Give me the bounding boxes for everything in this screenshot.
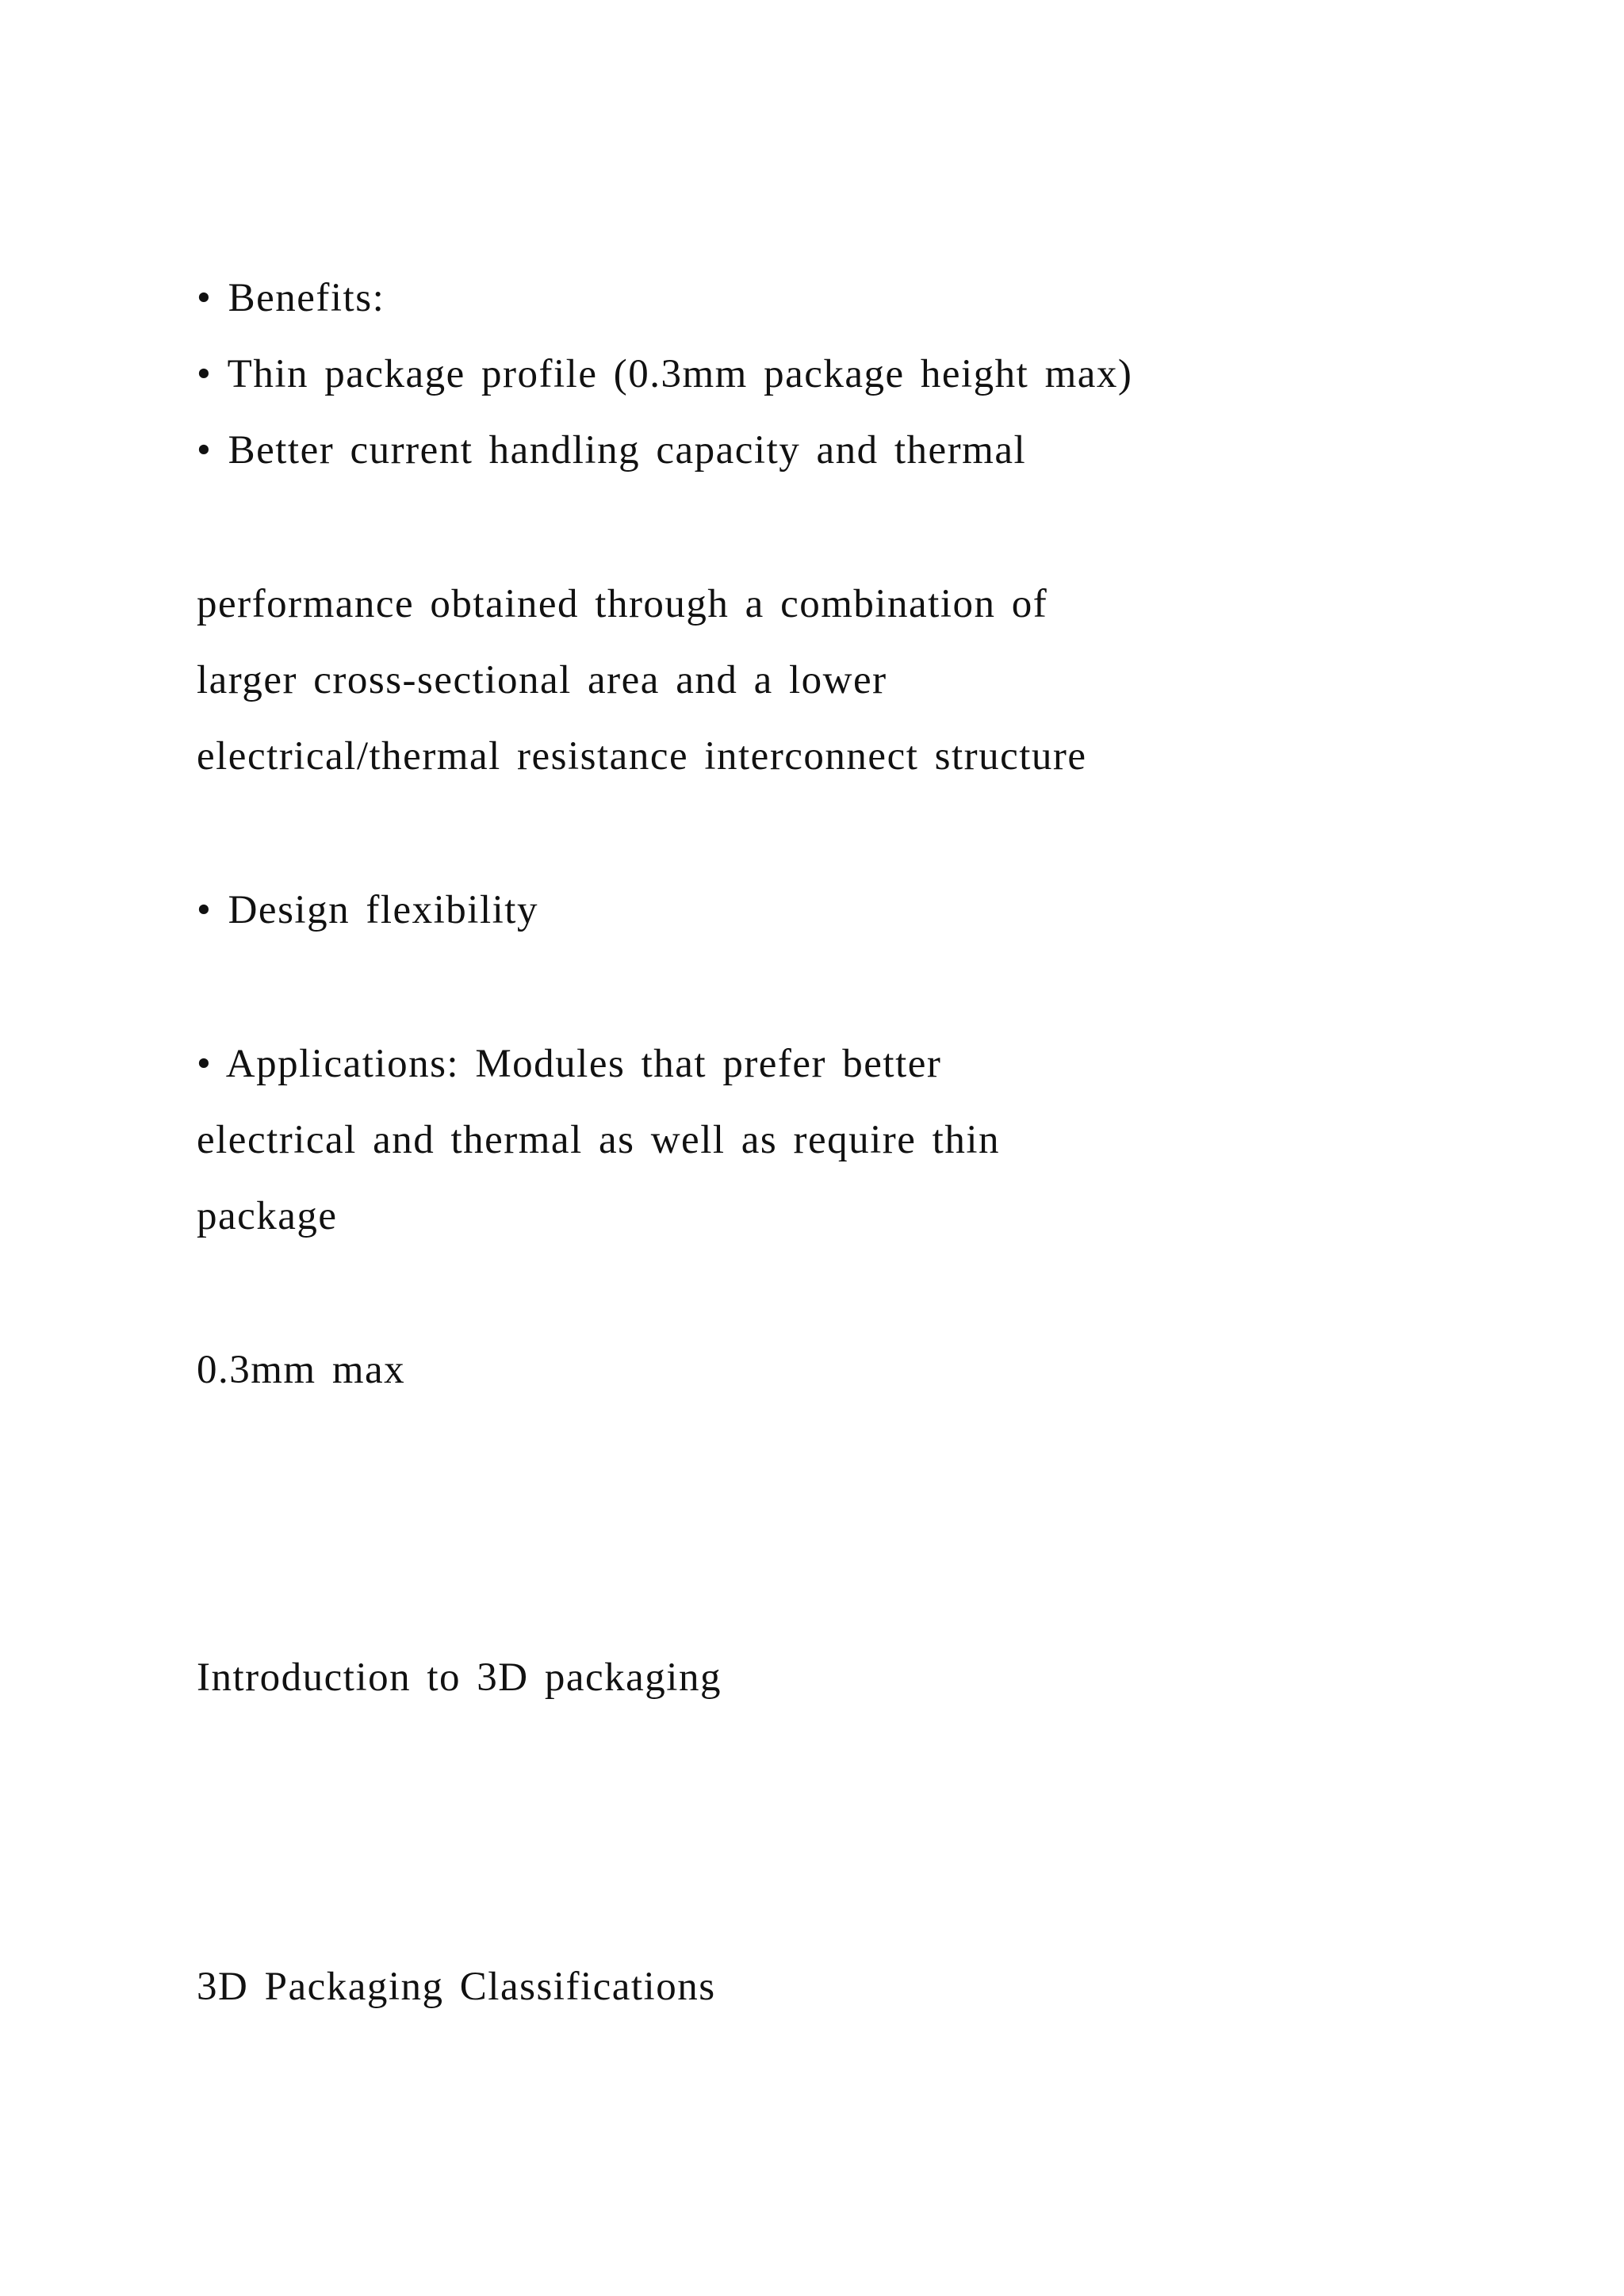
paragraph-line-2: larger cross-sectional area and a lower (197, 658, 887, 702)
bullet-current-handling: • Better current handling capacity and thermal (197, 428, 1027, 473)
applications-line-3: package (197, 1194, 338, 1238)
paragraph-line-1: performance obtained through a combination of (197, 582, 1048, 626)
bullet-benefits: • Benefits: (197, 276, 385, 320)
applications-line-1: • Applications: Modules that prefer better (197, 1042, 942, 1086)
paragraph-line-3: electrical/thermal resistance interconnect structure (197, 734, 1087, 779)
bullet-thin-package-profile: • Thin package profile (0.3mm package height max) (197, 352, 1133, 396)
applications-line-2: electrical and thermal as well as require thin (197, 1118, 1001, 1162)
classifications-heading: 3D Packaging Classifications (197, 1965, 716, 2009)
intro-heading: Introduction to 3D packaging (197, 1655, 722, 1700)
bullet-design-flexibility: • Design flexibility (197, 888, 538, 932)
max-height-label: 0.3mm max (197, 1348, 406, 1392)
